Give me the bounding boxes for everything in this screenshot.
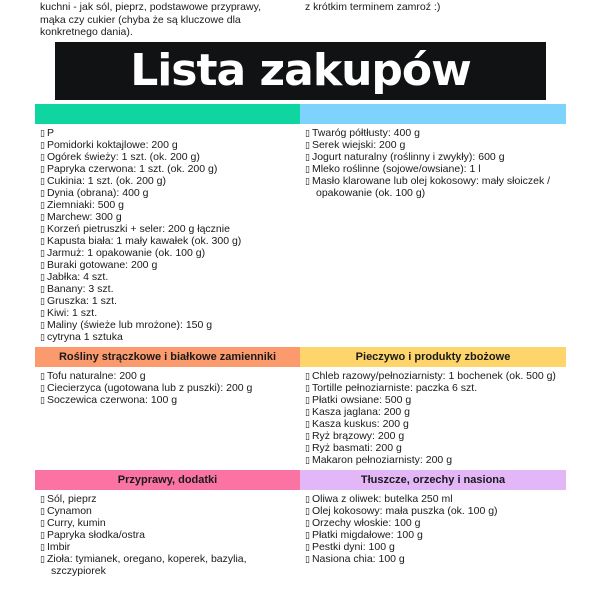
item-label: Jabłka: 4 szt. xyxy=(46,270,109,283)
list-spices xyxy=(35,490,300,581)
list-item xyxy=(40,295,296,307)
intro-line: kuchni - jak sól, pieprz, podstawowe przyprawy, xyxy=(40,1,261,13)
list-item xyxy=(305,139,562,151)
item-label: Kasza jaglana: 200 g xyxy=(311,405,411,418)
item-label: Kapusta biała: 1 mały kawałek (ok. 300 g) xyxy=(46,234,242,247)
checkbox-icon[interactable]: ▯ xyxy=(40,370,45,381)
item-label: Płatki owsiane: 500 g xyxy=(311,393,412,406)
list-item xyxy=(40,127,296,139)
list-item xyxy=(305,553,562,565)
list-item xyxy=(40,211,296,223)
list-item xyxy=(305,418,562,430)
checkbox-icon[interactable]: ▯ xyxy=(305,406,310,417)
list-item xyxy=(305,517,562,529)
list-legumes xyxy=(35,367,300,470)
checkbox-icon[interactable]: ▯ xyxy=(305,442,310,453)
item-label: Gruszka: 1 szt. xyxy=(46,294,117,307)
item-label: Zioła: tymianek, oregano, koperek, bazylia, szczypiorek xyxy=(46,552,247,577)
list-item xyxy=(305,529,562,541)
checkbox-icon[interactable]: ▯ xyxy=(40,529,45,540)
list-fats xyxy=(300,490,566,581)
list-item xyxy=(40,175,296,187)
item-label: Imbir xyxy=(46,540,71,553)
list-item xyxy=(40,394,296,406)
intro-line: konkretnego dania). xyxy=(40,26,133,38)
item-label: Sól, pieprz xyxy=(46,492,97,505)
item-label: Banany: 3 szt. xyxy=(46,282,114,295)
checkbox-icon[interactable]: ▯ xyxy=(40,394,45,405)
list-item xyxy=(40,151,296,163)
intro-text-left xyxy=(35,1,300,39)
list-item xyxy=(40,319,296,331)
item-label: Oliwa z oliwek: butelka 250 ml xyxy=(311,492,453,505)
list-grains xyxy=(300,367,566,470)
checkbox-icon[interactable]: ▯ xyxy=(305,430,310,441)
list-item xyxy=(40,553,296,577)
checkbox-icon[interactable]: ▯ xyxy=(40,187,45,198)
list-item xyxy=(305,442,562,454)
list-item xyxy=(40,163,296,175)
list-item xyxy=(305,505,562,517)
checkbox-icon[interactable]: ▯ xyxy=(40,505,45,516)
item-label: Chleb razowy/pełnoziarnisty: 1 bochenek (ok. 500 g) xyxy=(311,369,556,382)
checkbox-icon[interactable]: ▯ xyxy=(40,331,45,342)
checkbox-icon[interactable]: ▯ xyxy=(40,307,45,318)
list-item xyxy=(305,382,562,394)
checkbox-icon[interactable]: ▯ xyxy=(40,151,45,162)
checkbox-icon[interactable]: ▯ xyxy=(305,175,310,186)
checkbox-icon[interactable]: ▯ xyxy=(305,127,310,138)
list-item xyxy=(40,235,296,247)
item-label: Pomidorki koktajlowe: 200 g xyxy=(46,138,178,151)
page xyxy=(35,0,566,581)
list-item xyxy=(305,454,562,466)
checkbox-icon[interactable]: ▯ xyxy=(40,319,45,330)
item-label: Dynia (obrana): 400 g xyxy=(46,186,149,199)
intro-text-right xyxy=(300,1,566,39)
list-dairy xyxy=(300,124,566,347)
checkbox-icon[interactable]: ▯ xyxy=(40,223,45,234)
checkbox-icon[interactable]: ▯ xyxy=(40,271,45,282)
list-item xyxy=(305,151,562,163)
item-label: Kasza kuskus: 200 g xyxy=(311,417,409,430)
list-item xyxy=(40,307,296,319)
list-item xyxy=(40,271,296,283)
checkbox-icon[interactable]: ▯ xyxy=(40,235,45,246)
item-label: Curry, kumin xyxy=(46,516,106,529)
checkbox-icon[interactable]: ▯ xyxy=(305,370,310,381)
item-label: Ciecierzyca (ugotowana lub z puszki): 200 g xyxy=(46,381,253,394)
checkbox-icon[interactable]: ▯ xyxy=(40,283,45,294)
checkbox-icon[interactable]: ▯ xyxy=(40,175,45,186)
list-item xyxy=(40,139,296,151)
item-label: Soczewica czerwona: 100 g xyxy=(46,393,178,406)
list-item xyxy=(305,493,562,505)
list-item xyxy=(40,505,296,517)
item-label: Pestki dyni: 100 g xyxy=(311,540,395,553)
checkbox-icon[interactable]: ▯ xyxy=(305,163,310,174)
header-fats xyxy=(300,470,566,490)
checkbox-icon[interactable]: ▯ xyxy=(40,211,45,222)
checkbox-icon[interactable]: ▯ xyxy=(305,382,310,393)
item-label: Kiwi: 1 szt. xyxy=(46,306,98,319)
checkbox-icon[interactable]: ▯ xyxy=(40,382,45,393)
checkbox-icon[interactable]: ▯ xyxy=(305,493,310,504)
header-title: Rośliny strączkowe i białkowe zamienniki xyxy=(58,350,277,363)
list-item xyxy=(40,259,296,271)
list-item xyxy=(305,127,562,139)
list-item xyxy=(40,199,296,211)
item-label: Korzeń pietruszki + seler: 200 g łącznie xyxy=(46,222,230,235)
list-item xyxy=(305,394,562,406)
list-item xyxy=(40,370,296,382)
checkbox-icon[interactable]: ▯ xyxy=(305,505,310,516)
list-item xyxy=(40,187,296,199)
intro xyxy=(35,0,566,39)
list-item xyxy=(305,370,562,382)
item-label: Papryka czerwona: 1 szt. (ok. 200 g) xyxy=(46,162,218,175)
checkbox-icon[interactable]: ▯ xyxy=(305,517,310,528)
item-label: Jogurt naturalny (roślinny i zwykły): 600 g xyxy=(311,150,505,163)
list-item xyxy=(305,175,562,199)
header-title: Przyprawy, dodatki xyxy=(117,473,218,486)
checkbox-icon[interactable]: ▯ xyxy=(40,139,45,150)
item-label: Cynamon xyxy=(46,504,92,517)
checkbox-icon[interactable]: ▯ xyxy=(40,517,45,528)
list-item xyxy=(305,163,562,175)
intro-line: z krótkim terminem zamroź :) xyxy=(305,1,441,13)
header-dairy xyxy=(300,104,566,124)
list-item xyxy=(305,430,562,442)
header-title: Pieczywo i produkty zbożowe xyxy=(355,350,511,363)
list-item xyxy=(40,493,296,505)
item-label: Ryż basmati: 200 g xyxy=(311,441,402,454)
item-label: Olej kokosowy: mała puszka (ok. 100 g) xyxy=(311,504,498,517)
list-item xyxy=(40,223,296,235)
list-item xyxy=(40,529,296,541)
header-legumes xyxy=(35,347,300,367)
checkbox-icon[interactable]: ▯ xyxy=(305,529,310,540)
item-label: Papryka słodka/ostra xyxy=(46,528,146,541)
item-label: P xyxy=(46,126,54,139)
list-item xyxy=(305,406,562,418)
item-label: Płatki migdałowe: 100 g xyxy=(311,528,423,541)
checkbox-icon[interactable]: ▯ xyxy=(305,553,310,564)
item-label: Ryż brązowy: 200 g xyxy=(311,429,405,442)
item-label: Masło klarowane lub olej kokosowy: mały słoiczek / opakowanie (ok. 100 g) xyxy=(311,174,551,199)
item-label: Maliny (świeże lub mrożone): 150 g xyxy=(46,318,213,331)
item-label: Twaróg półtłusty: 400 g xyxy=(311,126,420,139)
item-label: Jarmuż: 1 opakowanie (ok. 100 g) xyxy=(46,246,206,259)
item-label: Marchew: 300 g xyxy=(46,210,122,223)
checkbox-icon[interactable]: ▯ xyxy=(40,199,45,210)
list-item xyxy=(40,283,296,295)
checkbox-icon[interactable]: ▯ xyxy=(40,493,45,504)
section-row-3 xyxy=(35,470,566,581)
item-label: Ogórek świeży: 1 szt. (ok. 200 g) xyxy=(46,150,200,163)
header-spices xyxy=(35,470,300,490)
checkbox-icon[interactable]: ▯ xyxy=(305,394,310,405)
item-label: cytryna 1 sztuka xyxy=(46,330,123,343)
list-item xyxy=(40,331,296,343)
checkbox-icon[interactable]: ▯ xyxy=(40,247,45,258)
checkbox-icon[interactable]: ▯ xyxy=(40,259,45,270)
item-label: Nasiona chia: 100 g xyxy=(311,552,405,565)
checkbox-icon[interactable]: ▯ xyxy=(305,454,310,465)
checkbox-icon[interactable]: ▯ xyxy=(40,295,45,306)
item-label: Cukinia: 1 szt. (ok. 200 g) xyxy=(46,174,167,187)
item-label: Orzechy włoskie: 100 g xyxy=(311,516,421,529)
item-label: Tofu naturalne: 200 g xyxy=(46,369,146,382)
list-item xyxy=(40,541,296,553)
checkbox-icon[interactable]: ▯ xyxy=(40,163,45,174)
list-item xyxy=(40,517,296,529)
intro-line: mąka czy cukier (chyba że są kluczowe dla xyxy=(40,13,241,26)
item-label: Ziemniaki: 500 g xyxy=(46,198,124,211)
section-row-2 xyxy=(35,347,566,470)
checkbox-icon[interactable]: ▯ xyxy=(305,151,310,162)
header-title: Tłuszcze, orzechy i nasiona xyxy=(360,473,506,486)
checkbox-icon[interactable]: ▯ xyxy=(40,127,45,138)
header-vegetables xyxy=(35,104,300,124)
list-item xyxy=(40,382,296,394)
header-grains xyxy=(300,347,566,367)
page-title: Lista zakupów xyxy=(55,42,546,100)
checkbox-icon[interactable]: ▯ xyxy=(305,541,310,552)
item-label: Mleko roślinne (sojowe/owsiane): 1 l xyxy=(311,162,481,175)
item-label: Makaron pełnoziarnisty: 200 g xyxy=(311,453,453,466)
checkbox-icon[interactable]: ▯ xyxy=(305,418,310,429)
list-vegetables xyxy=(35,124,300,347)
list-item xyxy=(40,247,296,259)
item-label: Serek wiejski: 200 g xyxy=(311,138,406,151)
item-label: Buraki gotowane: 200 g xyxy=(46,258,158,271)
item-label: Tortille pełnoziarniste: paczka 6 szt. xyxy=(311,381,478,394)
checkbox-icon[interactable]: ▯ xyxy=(40,541,45,552)
checkbox-icon[interactable]: ▯ xyxy=(40,553,45,564)
section-row-1 xyxy=(35,104,566,347)
checkbox-icon[interactable]: ▯ xyxy=(305,139,310,150)
list-item xyxy=(305,541,562,553)
